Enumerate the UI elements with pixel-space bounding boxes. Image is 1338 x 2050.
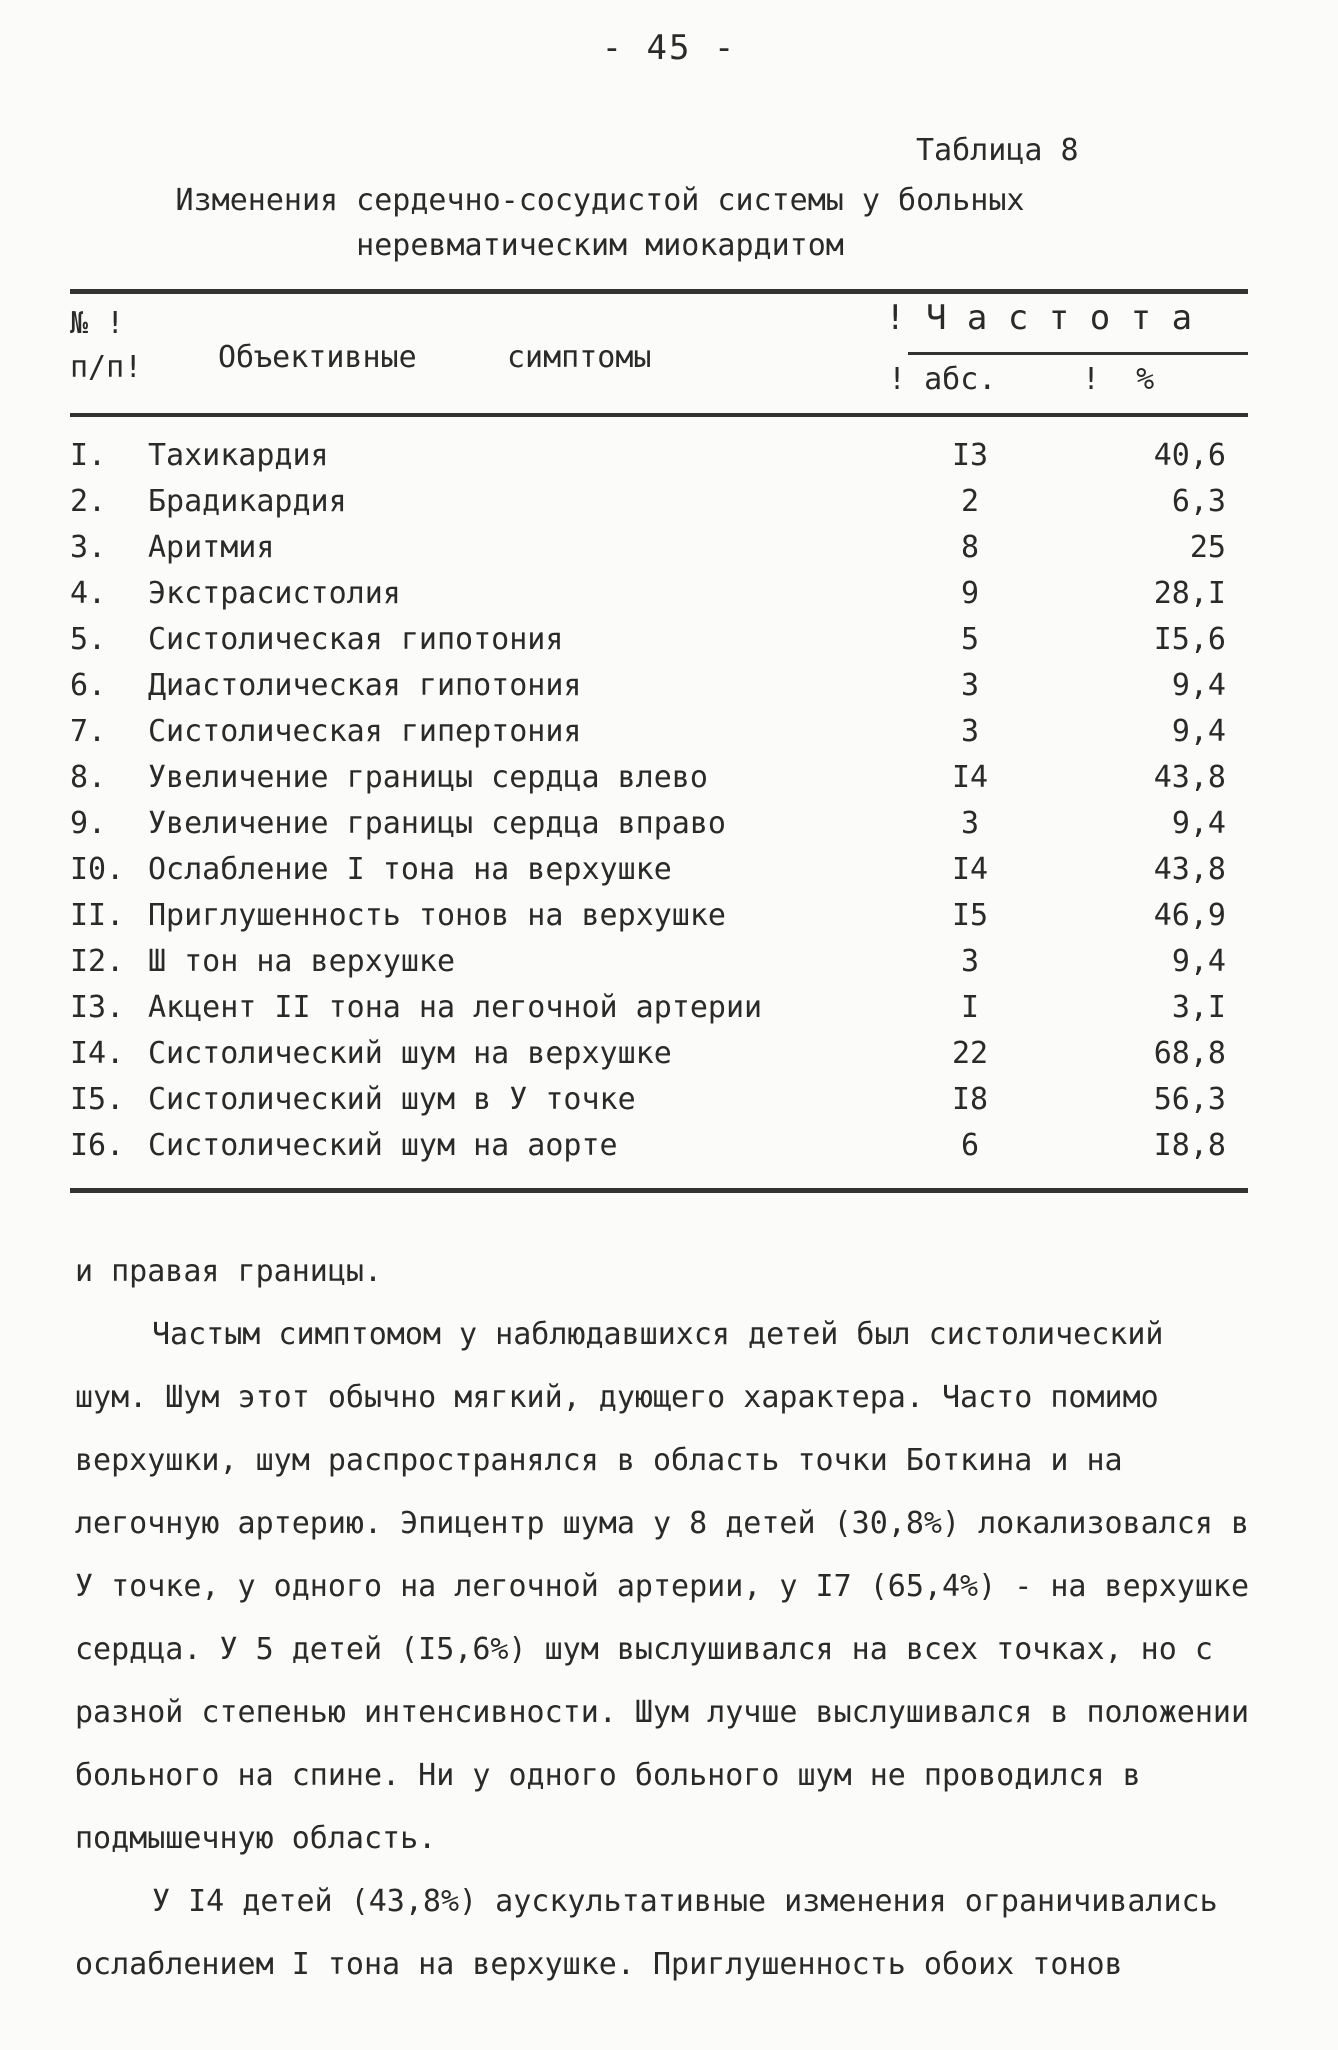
row-abs: 9 [960,576,980,611]
row-pct: 9,4 [1171,668,1226,703]
row-pct: 43,8 [1153,852,1226,887]
row-number: I4. [70,1036,125,1071]
table-row [0,1128,1338,1174]
page-number: - 45 - [601,28,737,68]
row-pct: 28,I [1153,576,1226,611]
table-title-line-1: Изменения сердечно-сосудистой системы у больных [175,183,1025,218]
row-symptom: Аритмия [148,530,275,565]
row-pct: 46,9 [1153,898,1226,933]
row-abs: I8 [951,1082,989,1117]
row-number: 5. [70,622,107,657]
row-pct: 25 [1189,530,1226,565]
row-abs: I3 [951,438,989,473]
header-frequency: ! Ч а с т о т а [885,298,1193,338]
row-number: 3. [70,530,107,565]
row-pct: 9,4 [1171,806,1226,841]
table-row [0,714,1338,760]
row-symptom: Систолическая гипотония [148,622,564,657]
frequency-header-rule [908,352,1248,355]
row-pct: 40,6 [1153,438,1226,473]
header-number-line-1: № ! [70,306,125,341]
row-number: I5. [70,1082,125,1117]
row-number: 4. [70,576,107,611]
row-pct: 9,4 [1171,944,1226,979]
row-pct: 3,I [1171,990,1226,1025]
row-number: I2. [70,944,125,979]
row-symptom: Увеличение границы сердца влево [148,760,708,795]
row-abs: 3 [960,714,980,749]
table-row [0,576,1338,622]
row-number: 6. [70,668,107,703]
row-symptom: Тахикардия [148,438,329,473]
table-title-line-2: неревматическим миокардитом [356,228,844,263]
row-pct: I5,6 [1153,622,1226,657]
row-number: I6. [70,1128,125,1163]
table-row [0,944,1338,990]
row-abs: 8 [960,530,980,565]
table-title [100,178,1100,268]
row-number: I3. [70,990,125,1025]
table-row [0,622,1338,668]
table-row [0,898,1338,944]
header-absolute: ! абс. [888,362,997,397]
row-symptom: Ш тон на верхушке [148,944,456,979]
table-row [0,990,1338,1036]
row-number: 8. [70,760,107,795]
row-symptom: Систолическая гипертония [148,714,582,749]
table-bottom-rule [70,1188,1248,1193]
table-label: Таблица 8 [916,133,1079,168]
row-abs: I4 [951,852,989,887]
row-symptom: Систолический шум на верхушке [148,1036,672,1071]
row-symptom: Ослабление I тона на верхушке [148,852,672,887]
row-symptom: Систолический шум на аорте [148,1128,618,1163]
table-top-rule [70,289,1248,294]
row-abs: I5 [951,898,989,933]
row-pct: 68,8 [1153,1036,1226,1071]
row-number: 9. [70,806,107,841]
table-row [0,438,1338,484]
table-row [0,760,1338,806]
row-symptom: Увеличение границы сердца вправо [148,806,726,841]
paragraph-systolic-murmur: Частым симптомом у наблюдавшихся детей был систолический шум. Шум этот обычно мягкий, дующего характера. Часто помимо верхушки, шум распространялся в область точки Боткина и на легочную артерию. Эпицентр шума у 8 детей (30,8%) локализовался в У точке, у одного на легочной артерии, у I7 (65,4%) - на верхушке сердца. У 5 детей (I5,6%) шум выслушивался на всех точках, но с разной степенью интенсивности. Шум лучше выслушивался в положении больного на спине. Ни у одного больного шум не проводился в подмышечную область. [75,1317,1249,1856]
row-pct: 6,3 [1171,484,1226,519]
paragraph-continuation: и правая границы. [75,1254,383,1289]
table-row [0,668,1338,714]
body-text [75,1240,1253,1996]
table-row [0,1082,1338,1128]
row-abs: I4 [951,760,989,795]
row-abs: 22 [951,1036,989,1071]
row-abs: 5 [960,622,980,657]
row-symptom: Диастолическая гипотония [148,668,582,703]
row-number: 7. [70,714,107,749]
row-abs: 2 [960,484,980,519]
row-symptom: Систолический шум в У точке [148,1082,636,1117]
row-symptom: Экстрасистолия [148,576,401,611]
row-pct: 9,4 [1171,714,1226,749]
row-abs: 3 [960,668,980,703]
row-number: 2. [70,484,107,519]
row-pct: 56,3 [1153,1082,1226,1117]
row-symptom: Акцент II тона на легочной артерии [148,990,763,1025]
header-symptoms: Объективные симптомы [218,340,652,375]
table-row [0,852,1338,898]
table-row [0,530,1338,576]
header-percent: ! % [1082,362,1155,397]
row-abs: 3 [960,944,980,979]
row-abs: 3 [960,806,980,841]
row-number: I0. [70,852,125,887]
header-number-line-2: п/п! [70,350,143,385]
row-number: I. [70,438,107,473]
table-row [0,484,1338,530]
row-pct: I8,8 [1153,1128,1226,1163]
table-row [0,806,1338,852]
table-header-rule [70,413,1248,417]
row-symptom: Приглушенность тонов на верхушке [148,898,726,933]
paragraph-auscultation: У I4 детей (43,8%) аускультативные изменения ограничивались ослаблением I тона на верхушке. Приглушенность обоих тонов [75,1884,1218,1982]
row-abs: 6 [960,1128,980,1163]
row-number: II. [70,898,125,933]
row-symptom: Брадикардия [148,484,347,519]
row-pct: 43,8 [1153,760,1226,795]
table-row [0,1036,1338,1082]
row-abs: I [960,990,980,1025]
